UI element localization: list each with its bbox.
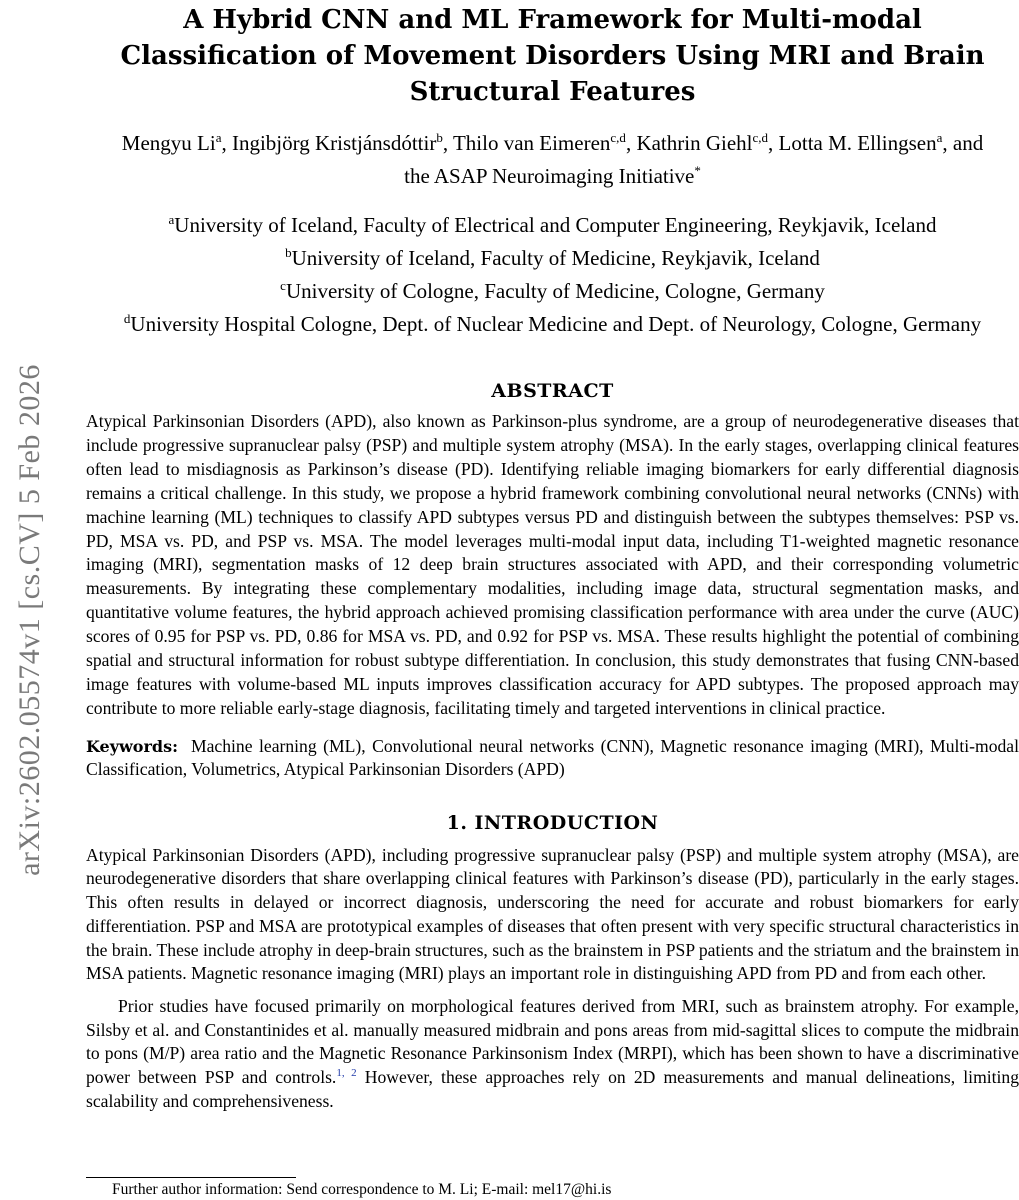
paper-page	[86, 0, 1019, 1114]
arxiv-identifier: arXiv:2602.05574v1 [cs.CV] 5 Feb 2026	[13, 364, 47, 876]
footnote-divider	[86, 1177, 296, 1178]
author: Kathrin Giehl$^{c,d}$	[636, 130, 769, 155]
keywords	[86, 735, 1019, 782]
author: Ingibjörg Kristjánsdóttir$^b$	[231, 130, 443, 155]
title-line: A Hybrid CNN and ML Framework for Multi-modal	[183, 5, 922, 35]
abstract-heading: ABSTRACT	[491, 380, 614, 402]
title-line: Classification of Movement Disorders Using MRI and Brain	[120, 41, 985, 71]
affiliation: $^a$University of Iceland, Faculty of Electrical and Computer Engineering, Reykjavik, Iceland	[168, 212, 937, 237]
author: Mengyu Li$^a$	[121, 130, 222, 155]
keywords-text: Machine learning (ML), Convolutional neural networks (CNN), Magnetic resonance imaging (MRI), Multi-modal Classification, Volumetrics, Atypical Parkinsonian Disorders (APD)	[86, 735, 1019, 780]
intro-paragraph-1: Atypical Parkinsonian Disorders (APD), including progressive supranuclear palsy (PSP) and multiple system atrophy (MSA), are neurodegenerative disorders that share overlapping clinical features with Parkinson’s disease (PD), particularly in the early stages. This often results in delayed or incorrect diagnosis, underscoring the need for accurate and robust biomarkers for early differentiation. PSP and MSA are prototypical examples of diseases that often present with very specific structural characteristics in the brain. These include atrophy in deep-brain structures, such as the brainstem in PSP patients and the striatum and the brainstem in MSA patients. Magnetic resonance imaging (MRI) plays an important role in distinguishing APD from PD and from each other.	[86, 844, 1019, 984]
keywords-label: Keywords:	[86, 736, 179, 756]
affiliation: $^b$University of Iceland, Faculty of Medicine, Reykjavik, Iceland	[285, 245, 820, 270]
citation-link[interactable]: 1, 2	[336, 1067, 357, 1080]
paper-title	[86, 0, 1019, 110]
arxiv-side-stamp	[0, 280, 60, 960]
author: and the ASAP Neuroimaging Initiative*	[404, 131, 984, 188]
author-list: Mengyu Li$^a$, Ingibjörg Kristjánsdóttir$^b$, Thilo van Eimeren$^{c,d}$, Kathrin Giehl$^{c,d}$, Lotta M. Ellingsen$^a$, and the ASAP Neuroimaging Initiative*	[121, 130, 984, 188]
abstract-body: Atypical Parkinsonian Disorders (APD), also known as Parkinson-plus syndrome, are a group of neurodegenerative diseases that include progressive supranuclear palsy (PSP) and multiple system atrophy (MSA). In the early stages, overlapping clinical features often lead to misdiagnosis as Parkinson’s disease (PD). Identifying reliable imaging biomarkers for early differential diagnosis remains a critical challenge. In this study, we propose a hybrid framework combining convolutional neural networks (CNNs) with machine learning (ML) techniques to classify APD subtypes versus PD and distinguish between the subtypes themselves: PSP vs. PD, MSA vs. PD, and PSP vs. MSA. The model leverages multi-modal input data, including T1-weighted magnetic resonance imaging (MRI), segmentation masks of 12 deep brain structures associated with APD, and their corresponding volumetric measurements. By integrating these complementary modalities, including image data, structural segmentation masks, and quantitative volume features, the hybrid approach achieved promising classification performance with area under the curve (AUC) scores of 0.95 for PSP vs. PD, 0.86 for MSA vs. PD, and 0.92 for PSP vs. MSA. These results highlight the potential of combining spatial and structural information for robust subtype differentiation. In conclusion, this study demonstrates that fusing CNN-based image features with volume-based ML inputs improves classification accuracy for APD subtypes. The proposed approach may contribute to more reliable early-stage diagnosis, facilitating timely and targeted interventions in clinical practice.	[86, 411, 1019, 718]
title-line: Structural Features	[409, 77, 696, 107]
footnote: Further author information: Send correspondence to M. Li; E-mail: mel17@hi.is	[112, 1181, 612, 1198]
affiliation: $^c$University of Cologne, Faculty of Medicine, Cologne, Germany	[280, 278, 825, 303]
author: Lotta M. Ellingsen$^a$	[778, 130, 943, 155]
author: Thilo van Eimeren$^{c,d}$	[452, 130, 626, 155]
affiliation-list	[86, 206, 1019, 338]
affiliation: $^d$University Hospital Cologne, Dept. of Nuclear Medicine and Dept. of Neurology, Cologne, Germany	[123, 311, 982, 336]
introduction-heading: 1. INTRODUCTION	[446, 811, 659, 834]
intro-paragraph-2: Prior studies have focused primarily on morphological features derived from MRI, such as brainstem atrophy. For example, Silsby et al. and Constantinides et al. manually measured midbrain and pons areas from mid-sagittal slices to compute the midbrain to pons (M/P) area ratio and the Magnetic Resonance Parkinsonism Index (MRPI), which has been shown to have a discriminative power between PSP and controls.$^{1, 2}$ However, these approaches rely on 2D measurements and manual delineations, limiting scalability and comprehensiveness.	[86, 996, 1019, 1111]
